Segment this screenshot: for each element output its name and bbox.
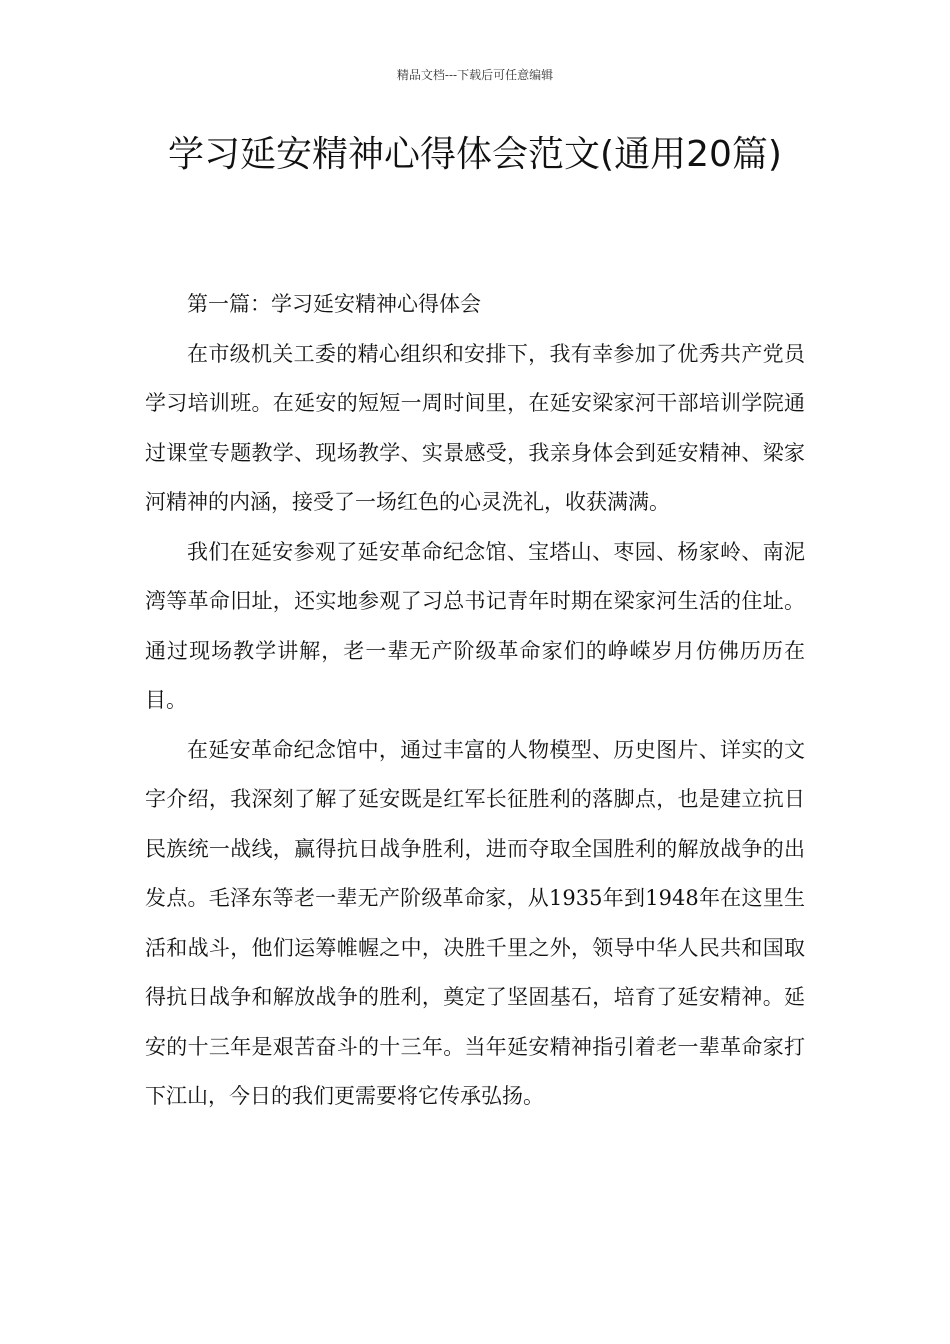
header-note: 精品文档---下载后可任意编辑 bbox=[396, 68, 554, 82]
document-title: 学习延安精神心得体会范文(通用20篇) bbox=[168, 134, 782, 175]
paragraph: 在延安革命纪念馆中，通过丰富的人物模型、历史图片、详实的文字介绍，我深刻了解了延安既是红军长征胜利的落脚点，也是建立抗日民族统一战线，赢得抗日战争胜利，进而夺取全国胜利的解放战争的出发点。毛泽东等老一辈无产阶级革命家，从1935年到1948年在这里生活和战斗，他们运筹帷幄之中，决胜千里之外，领导中华人民共和国取得抗日战争和解放战争的胜利，奠定了坚固基石，培育了延安精神。延安的十三年是艰苦奋斗的十三年。当年延安精神指引着老一辈革命家打下江山，今日的我们更需要将它传承弘扬。 bbox=[145, 737, 805, 1108]
paragraph: 我们在延安参观了延安革命纪念馆、宝塔山、枣园、杨家岭、南泥湾等革命旧址，还实地参观了习总书记青年时期在梁家河生活的住址。通过现场教学讲解，老一辈无产阶级革命家们的峥嵘岁月仿佛历历在目。 bbox=[145, 539, 805, 712]
section-heading: 第一篇：学习延安精神心得体会 bbox=[187, 292, 481, 316]
paragraph: 在市级机关工委的精心组织和安排下，我有幸参加了优秀共产党员学习培训班。在延安的短短一周时间里，在延安梁家河干部培训学院通过课堂专题教学、现场教学、实景感受，我亲身体会到延安精神、梁家河精神的内涵，接受了一场红色的心灵洗礼，收获满满。 bbox=[145, 341, 805, 514]
document-body bbox=[145, 280, 805, 1122]
